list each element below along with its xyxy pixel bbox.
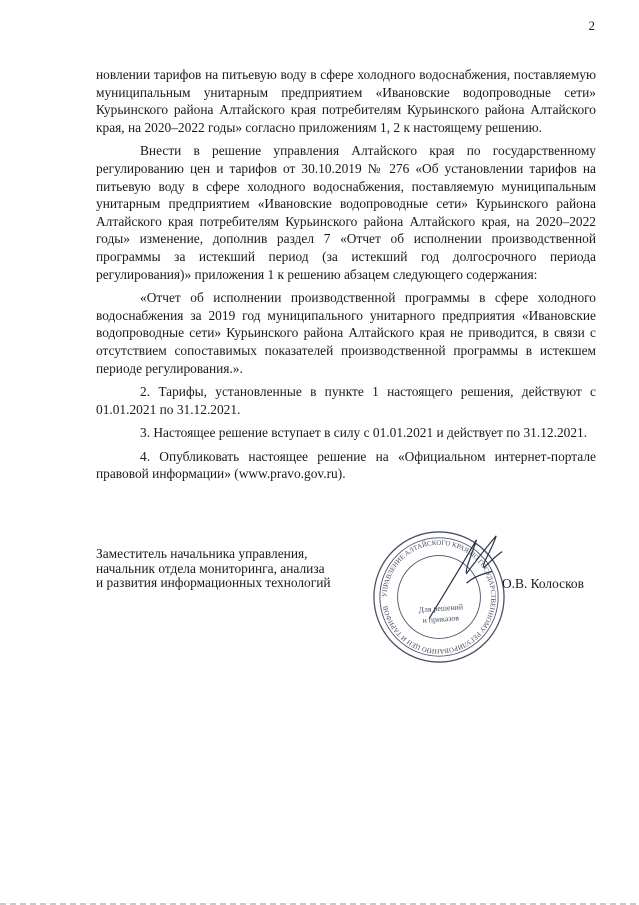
svg-text:и приказов: и приказов [422,613,460,625]
svg-text:Для решений: Для решений [418,602,464,615]
official-seal-stamp [370,528,508,666]
page-number: 2 [588,18,595,33]
paragraph-amendment: Внести в решение управления Алтайского края по государственному регулированию цен и тарифов от 30.10.2019 № 276 «Об установлении тарифов на питьевую воду в сфере холодного водоснабжения, поставляемую муниципальным унитарным предприятием «Ивановские водопроводные сети» Курьинского района Алтайского края потребителям Курьинского района Алтайского края, на 2020–2022 годы» изменение, дополнив раздел 7 «Отчет об исполнении производственной программы за истекший период (за истекший год долгосрочного периода регулирования)» приложения 1 к решению абзацем следующего содержания: [96,143,596,282]
signatory-name: О.В. Колосков [502,576,584,591]
seal-center-ring [398,556,481,639]
seal-ring-text: УПРАВЛЕНИЕ АЛТАЙСКОГО КРАЯ ПО ГОСУДАРСТВЕННОМУ РЕГУЛИРОВАНИЮ ЦЕН И ТАРИФОВ [381,539,497,655]
paragraph-item-3: 3. Настоящее решение вступает в силу с 01.01.2021 и действует по 31.12.2021. [140,425,588,441]
seal-center-text [418,602,464,625]
paragraph-quote: «Отчет об исполнении производственной программы в сфере холодного водоснабжения за 2019 год муниципального унитарного предприятия «Ивановские водопроводные сети» Курьинского района Алтайского края не приводится, в связи с отсутствием сопоставимых показателей производственной программы в истекшем периоде регулирования.». [96,290,596,376]
position-line: Заместитель начальника управления, [96,546,308,561]
document-body [96,66,596,483]
paragraph-continuation: новлении тарифов на питьевую воду в сфере холодного водоснабжения, поставляемую муниципальным унитарным предприятием «Ивановские водопроводные сети» Курьинского района Алтайского края потребителям Курьинского района Алтайского края, на 2020–2022 годы» согласно приложениям 1, 2 к настоящему решению. [96,67,596,135]
paragraph-item-2: 2. Тарифы, установленные в пункте 1 настоящего решения, действуют с 01.01.2021 по 31.12.2021. [96,384,596,417]
position-line: и развития информационных технологий [96,575,331,591]
paragraph-item-4: 4. Опубликовать настоящее решение на «Официальном интернет-портале правовой информации» (www.pravo.gov.ru). [96,448,596,482]
signatory-position [96,547,376,591]
position-line: начальник отдела мониторинга, анализа [96,560,325,576]
seal-outer-ring [374,532,504,662]
